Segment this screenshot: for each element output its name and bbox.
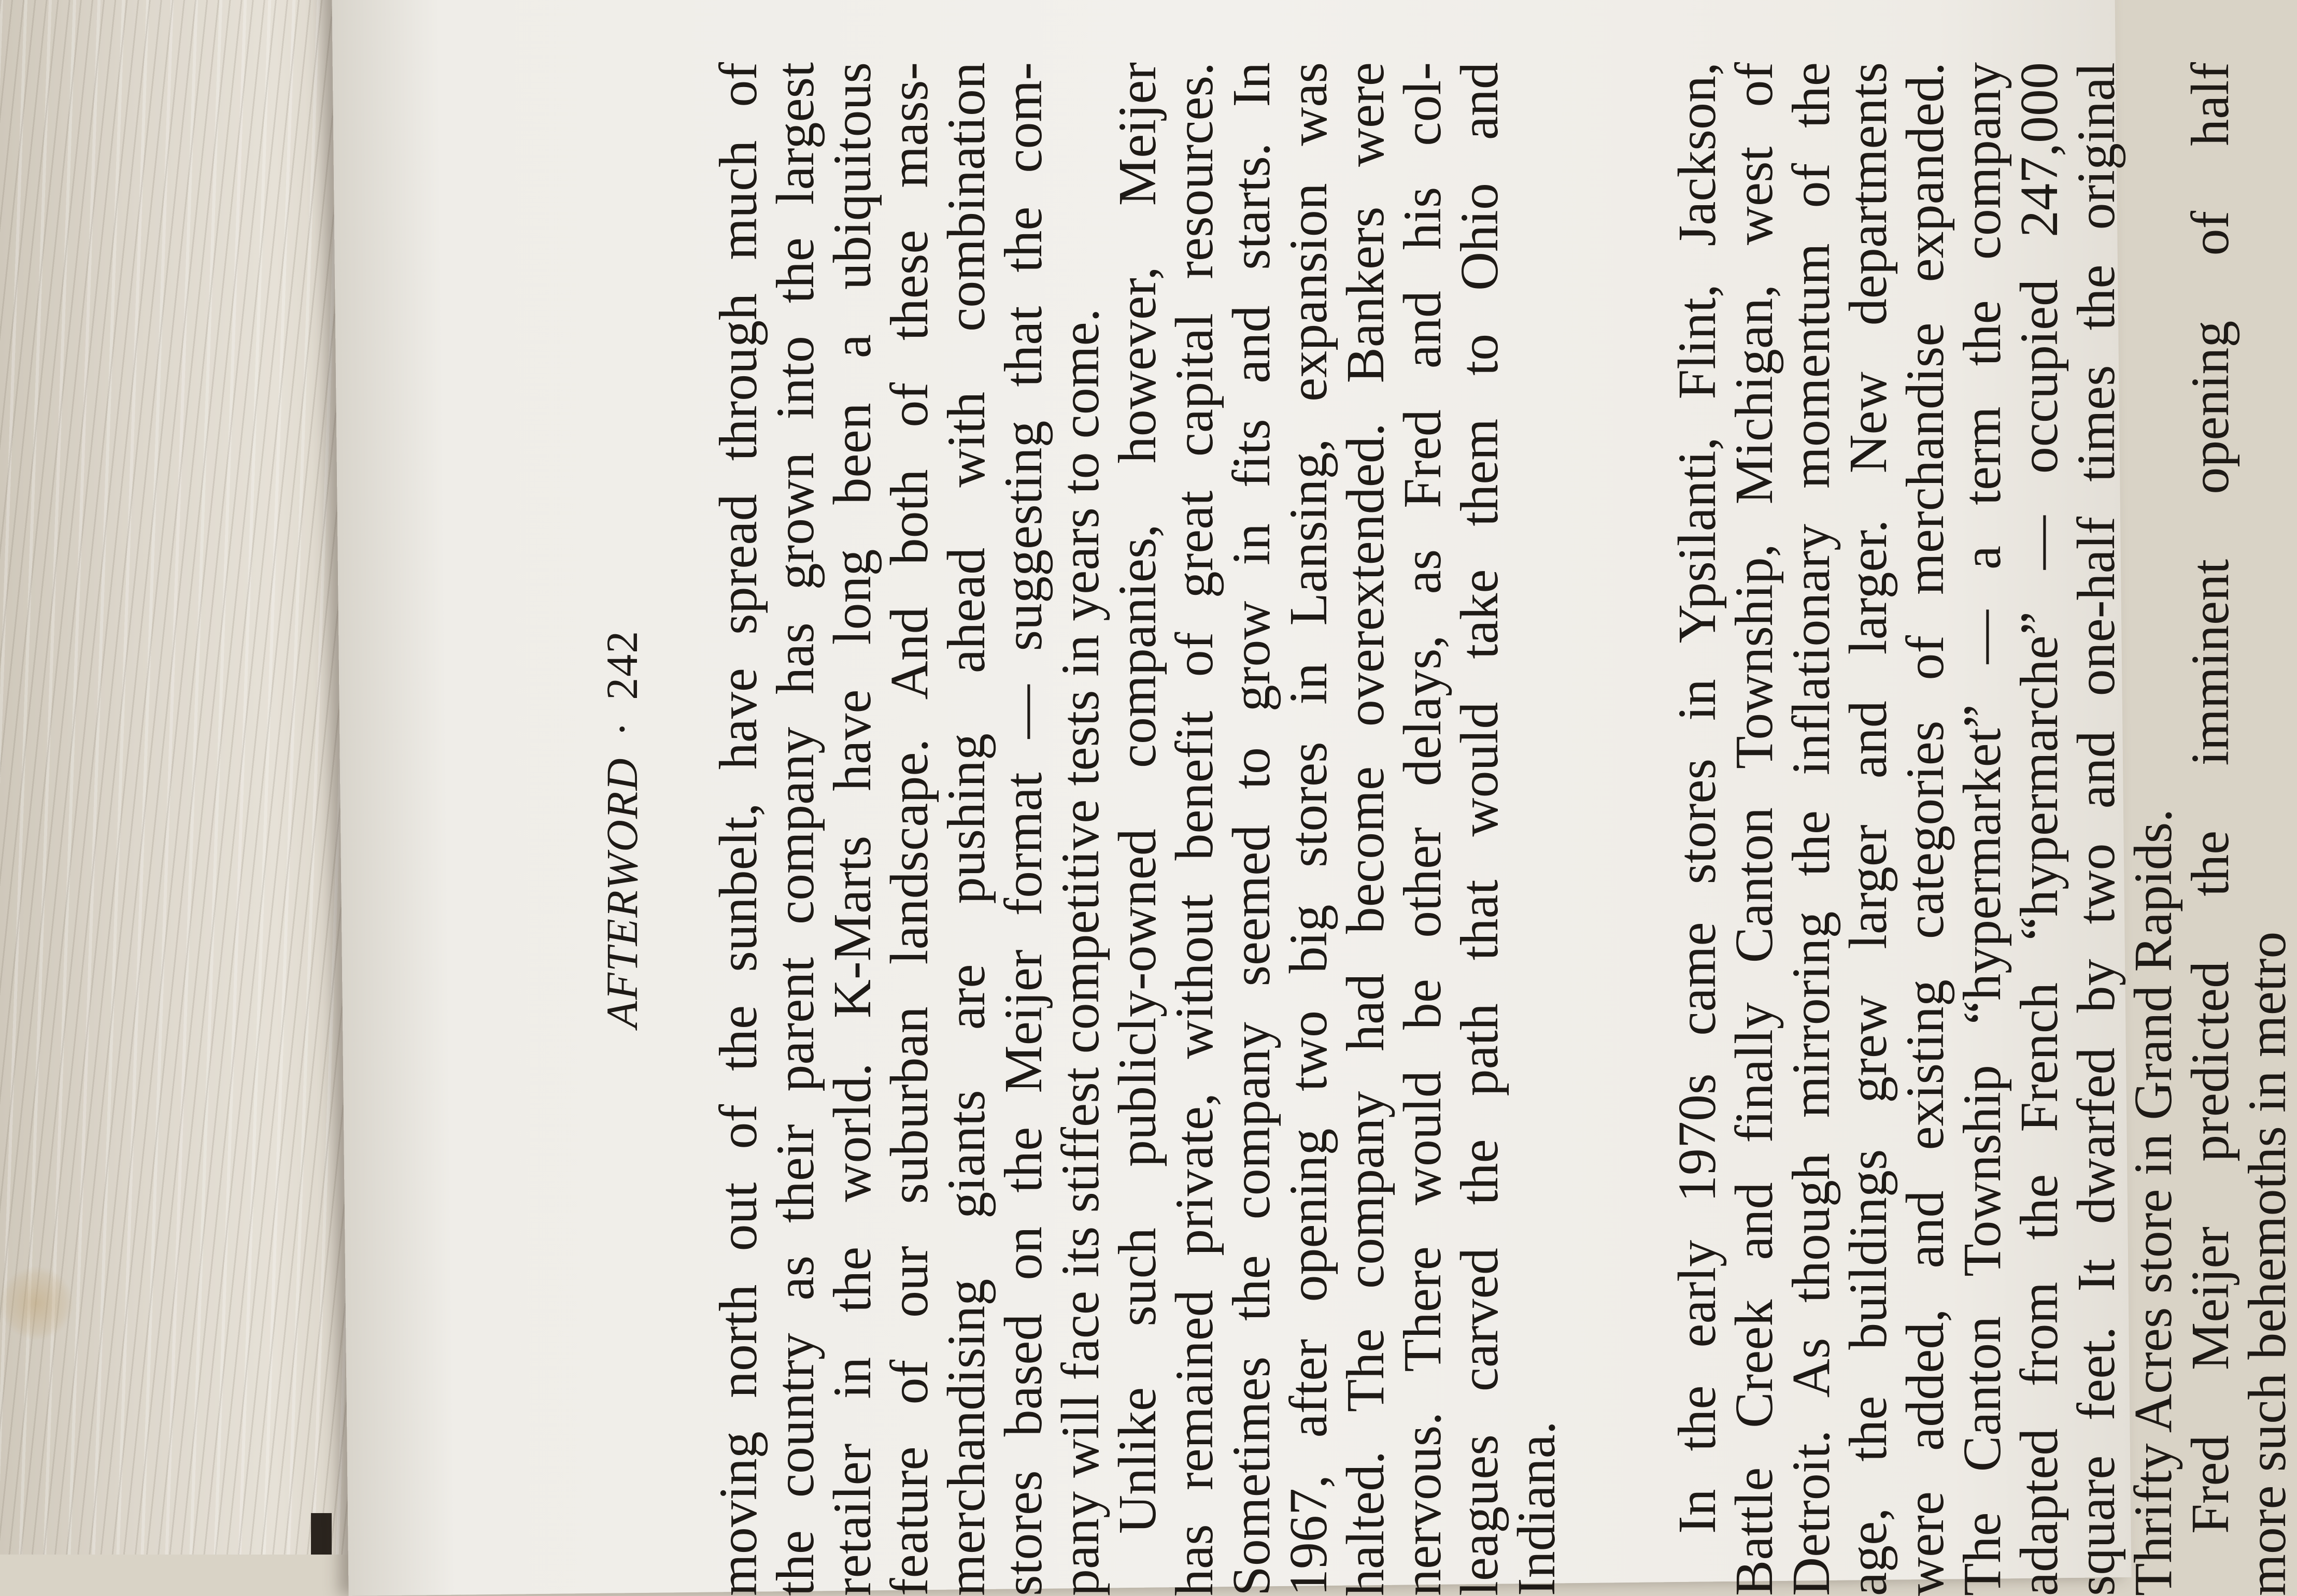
text-line: In the early 1970s came stores in Ypsilanti, Flint, Jackson, [1667, 62, 1727, 1534]
paragraph-sunbelt [710, 62, 1109, 1596]
text-line: moving north out of the sunbelt, have spread through much of [708, 62, 768, 1596]
text-line: nervous. There would be other delays, as Fred and his col- [1393, 62, 1452, 1596]
text-line: leagues carved the path that would take them to Ohio and [1450, 62, 1509, 1596]
text-line: Battle Creek and finally Canton Township, Michigan, west of [1724, 62, 1784, 1596]
page-number: 242 [597, 630, 647, 700]
text-line: pany will face its stiffest competitive tests in years to come. [1051, 308, 1110, 1596]
text-line: feature of our suburban landscape. And both of these mass- [880, 62, 939, 1596]
text-line: halted. The company had become overextended. Bankers were [1336, 62, 1395, 1596]
page-text-block [591, 62, 2297, 1596]
text-line: has remained private, without benefit of great capital resources. [1165, 62, 1224, 1596]
text-line: stores based on the Meijer format — suggesting that the com- [994, 62, 1053, 1596]
running-header [591, 62, 653, 1596]
section-break [1565, 62, 1669, 1596]
text-line: retailer in the world. K-Marts have long been a ubiquitous [823, 62, 882, 1596]
text-line: were added, and existing categories of merchandise expanded. [1895, 62, 1955, 1596]
text-line: Detroit. As though mirroring the inflationary momentum of the [1781, 62, 1841, 1596]
text-line: square feet. It dwarfed by two and one-half times the original [2066, 62, 2126, 1596]
text-line: age, the buildings grew larger and larger. New departments [1838, 62, 1898, 1596]
running-head-title: AFTERWORD [597, 757, 647, 1029]
text-line: 1967, after opening two big stores in Lansing, expansion was [1279, 62, 1338, 1596]
text-line: Sometimes the company seemed to grow in fits and starts. In [1222, 62, 1281, 1596]
text-line: Unlike such publicly-owned companies, however, Meijer [1108, 62, 1167, 1534]
paragraph-private-company [1109, 62, 1565, 1596]
text-line: merchandising giants are pushing ahead with combination [937, 62, 996, 1596]
text-line: Fred Meijer predicted the imminent opening of half [2180, 62, 2240, 1534]
text-line: more such behemoths in metro [2237, 931, 2297, 1596]
header-separator: · [597, 720, 647, 737]
text-line: adapted from the French “hypermarche” — occupied 247,000 [2009, 62, 2069, 1596]
paragraph-fred-meijer [2182, 62, 2296, 1596]
table-stain [0, 1264, 73, 1342]
text-line: Indiana. [1507, 1421, 1566, 1596]
text-line: the country as their parent company has grown into the largest [765, 62, 825, 1596]
text-line: The Canton Township “hypermarket” — a term the company [1952, 62, 2012, 1596]
text-line: Thrifty Acres store in Grand Rapids. [2123, 808, 2183, 1596]
book-cover-edge [311, 1513, 332, 1555]
paragraph-early-1970s [1669, 62, 2182, 1596]
body-text [710, 62, 2296, 1596]
